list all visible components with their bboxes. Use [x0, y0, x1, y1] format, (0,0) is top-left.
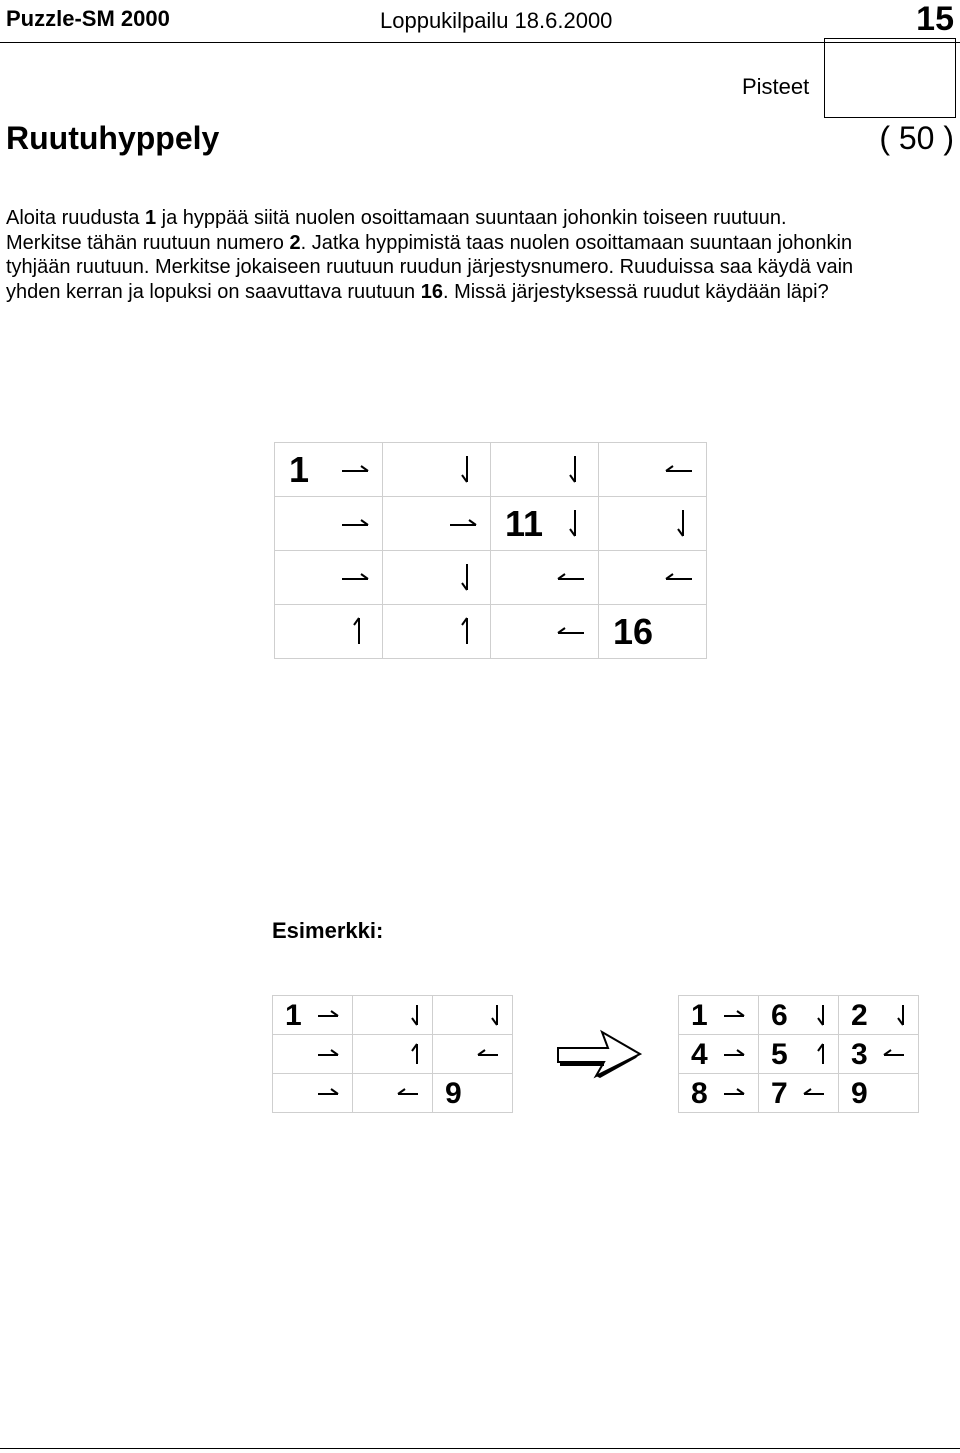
- instruction-text: ja hyppää siitä nuolen osoittamaan suuntaan johonkin toiseen ruutuun.: [156, 207, 787, 229]
- grid-cell: [491, 551, 599, 605]
- grid-cell: [599, 551, 707, 605]
- example-puzzle-grid: [272, 995, 513, 1113]
- instruction-line: [6, 255, 956, 280]
- arrow-left-icon: [557, 625, 585, 641]
- cell-number: 2: [851, 999, 868, 1032]
- grid-cell: [273, 1035, 353, 1074]
- arrow-right-icon: [317, 1047, 339, 1063]
- header-event-date: Loppukilpailu 18.6.2000: [380, 8, 613, 33]
- grid-cell: [679, 1074, 759, 1113]
- arrow-down-icon: [567, 509, 583, 537]
- cell-number: 9: [851, 1077, 868, 1110]
- grid-cell: [353, 1074, 433, 1113]
- arrow-left-icon: [397, 1086, 419, 1102]
- arrow-right-icon: [723, 1008, 745, 1024]
- arrow-down-icon: [675, 509, 691, 537]
- cell-number: 1: [691, 999, 708, 1032]
- cell-number: 11: [505, 503, 544, 544]
- arrow-down-icon: [489, 1004, 505, 1026]
- arrow-right-icon: [317, 1086, 339, 1102]
- instruction-text: tyhjään ruutuun. Merkitse jokaiseen ruutuun ruudun järjestysnumero. Ruuduissa saa käydä vain: [6, 256, 854, 278]
- arrow-down-icon: [409, 1004, 425, 1026]
- grid-cell: [383, 443, 491, 497]
- big-right-arrow-icon: [556, 1026, 642, 1085]
- cell-number: 5: [771, 1038, 788, 1071]
- grid-cell: [383, 605, 491, 659]
- arrow-right-icon: [723, 1047, 745, 1063]
- grid-cell: [839, 996, 919, 1035]
- instruction-number: 1: [144, 207, 157, 229]
- example-label: Esimerkki:: [272, 918, 384, 943]
- cell-number: 3: [851, 1038, 868, 1071]
- grid-cell: [275, 443, 383, 497]
- grid-cell: [383, 497, 491, 551]
- grid-cell: [433, 1035, 513, 1074]
- grid-cell: [273, 1074, 353, 1113]
- cell-number: 16: [613, 611, 654, 652]
- page-number: 15: [916, 0, 954, 38]
- cell-number: 6: [771, 999, 788, 1032]
- score-box: [824, 38, 956, 118]
- cell-number: 8: [691, 1077, 708, 1110]
- instruction-text: . Jatka hyppimistä taas nuolen osoittamaan suuntaan johonkin: [300, 231, 853, 254]
- grid-cell: [433, 1074, 513, 1113]
- grid-cell: [353, 996, 433, 1035]
- arrow-down-icon: [815, 1004, 831, 1026]
- grid-cell: [273, 996, 353, 1035]
- arrow-right-icon: [449, 517, 477, 533]
- grid-cell: [679, 996, 759, 1035]
- arrow-down-icon: [459, 563, 475, 591]
- instruction-text: Aloita ruudusta: [6, 207, 145, 229]
- grid-cell: [599, 443, 707, 497]
- arrow-down-icon: [567, 455, 583, 483]
- instruction-text: Merkitse tähän ruutuun numero: [6, 231, 290, 254]
- arrow-right-icon: [341, 517, 369, 533]
- grid-cell: [759, 1035, 839, 1074]
- grid-cell: [491, 497, 599, 551]
- puzzle-points: ( 50 ): [879, 120, 954, 156]
- arrow-right-icon: [341, 463, 369, 479]
- grid-cell: [383, 551, 491, 605]
- arrow-down-icon: [895, 1004, 911, 1026]
- instructions: [6, 206, 956, 304]
- grid-cell: [275, 605, 383, 659]
- grid-cell: [679, 1035, 759, 1074]
- cell-number: 4: [691, 1038, 708, 1071]
- instruction-text: . Missä järjestyksessä ruudut käydään läpi?: [442, 280, 829, 303]
- grid-cell: [433, 996, 513, 1035]
- cell-number: 1: [289, 449, 310, 490]
- grid-cell: [839, 1074, 919, 1113]
- arrow-right-icon: [341, 571, 369, 587]
- grid-cell: [275, 497, 383, 551]
- instruction-text: yhden kerran ja lopuksi on saavuttava ruutuun: [6, 280, 421, 303]
- instruction-number: 16: [420, 280, 443, 303]
- arrow-up-icon: [815, 1043, 831, 1065]
- arrow-down-icon: [459, 455, 475, 483]
- cell-number: 9: [445, 1077, 462, 1110]
- grid-cell: [599, 605, 707, 659]
- arrow-left-icon: [665, 571, 693, 587]
- example-solution-grid: [678, 995, 919, 1113]
- score-label: Pisteet: [742, 74, 810, 99]
- grid-cell: [759, 996, 839, 1035]
- instruction-line: [6, 280, 956, 305]
- grid-cell: [491, 605, 599, 659]
- cell-number: 7: [771, 1077, 788, 1110]
- grid-cell: [759, 1074, 839, 1113]
- grid-cell: [599, 497, 707, 551]
- arrow-up-icon: [459, 617, 475, 645]
- puzzle-grid: [274, 442, 707, 659]
- arrow-left-icon: [477, 1047, 499, 1063]
- arrow-left-icon: [557, 571, 585, 587]
- arrow-left-icon: [803, 1086, 825, 1102]
- arrow-left-icon: [665, 463, 693, 479]
- cell-number: 1: [285, 999, 302, 1032]
- arrow-up-icon: [351, 617, 367, 645]
- instruction-line: [6, 231, 956, 256]
- arrow-left-icon: [883, 1047, 905, 1063]
- instruction-number: 2: [289, 231, 301, 254]
- grid-cell: [491, 443, 599, 497]
- grid-cell: [353, 1035, 433, 1074]
- puzzle-title: Ruutuhyppely: [6, 120, 220, 156]
- header-competition-name: Puzzle-SM 2000: [6, 6, 170, 31]
- footer-rule: [0, 1448, 960, 1449]
- grid-cell: [839, 1035, 919, 1074]
- arrow-right-icon: [723, 1086, 745, 1102]
- grid-cell: [275, 551, 383, 605]
- header-rule: [0, 42, 960, 43]
- arrow-right-icon: [317, 1008, 339, 1024]
- instruction-line: [6, 206, 956, 231]
- arrow-up-icon: [409, 1043, 425, 1065]
